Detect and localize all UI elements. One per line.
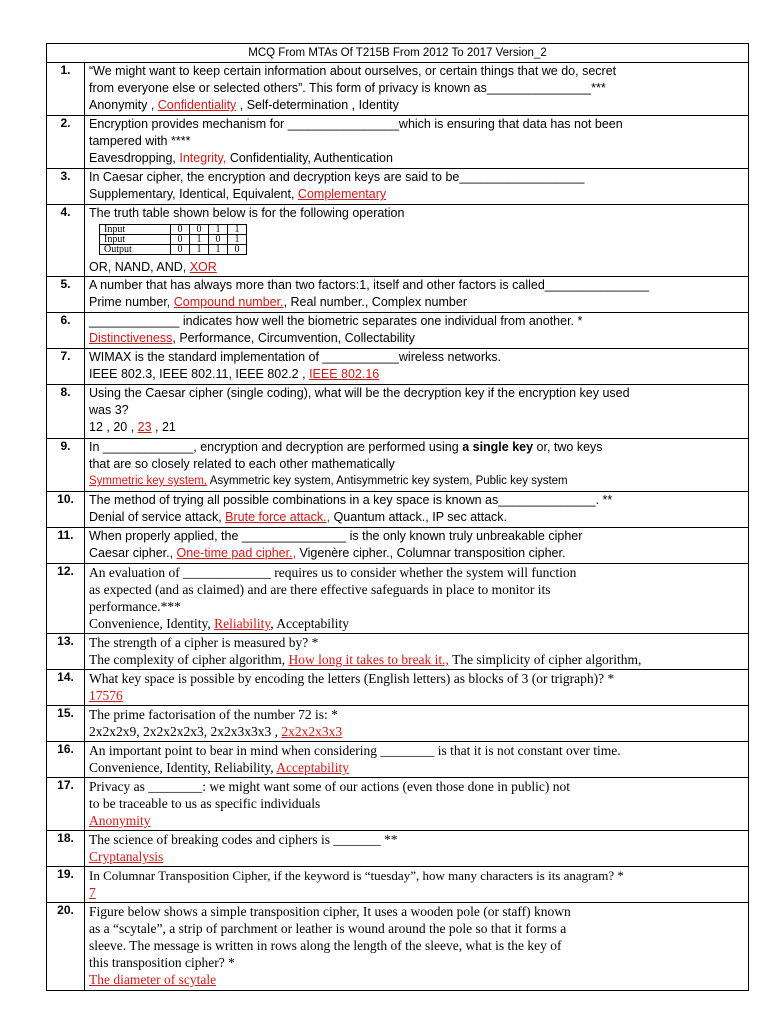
correct-answer: The diameter of scytale xyxy=(89,972,217,987)
correct-answer: Complementary xyxy=(297,187,387,201)
option-text: , Performance, Circumvention, Collectability xyxy=(172,331,415,345)
question-row-9 xyxy=(47,439,749,492)
correct-answer: 23 xyxy=(137,420,152,434)
question-row-7 xyxy=(47,349,749,385)
answer-options xyxy=(89,366,744,383)
question-body xyxy=(85,116,749,169)
question-body xyxy=(85,778,749,831)
mcq-table xyxy=(46,43,749,991)
correct-answer: How long it takes to break it., xyxy=(288,652,449,667)
question-number: 13. xyxy=(47,634,85,670)
question-number: 2. xyxy=(47,116,85,169)
question-body xyxy=(85,349,749,385)
question-text-bold: a single key xyxy=(462,440,534,454)
page-title: MCQ From MTAs Of T215B From 2012 To 2017 Version_2 xyxy=(47,44,749,63)
answer-options xyxy=(89,473,744,490)
option-text: Eavesdropping, xyxy=(89,151,180,165)
question-text: What key space is possible by encoding the letters (English letters) as blocks of 3 (or trigraph)? * xyxy=(89,671,615,686)
question-text: to be traceable to us as specific individuals xyxy=(89,796,321,811)
question-number: 3. xyxy=(47,169,85,205)
question-text: was 3? xyxy=(89,403,129,417)
question-number: 7. xyxy=(47,349,85,385)
question-text: The truth table shown below is for the following operation xyxy=(89,206,405,220)
answer-options xyxy=(89,687,744,704)
option-text: Convenience, Identity, Reliability, xyxy=(89,760,277,775)
option-text: Confidentiality, Authentication xyxy=(226,151,393,165)
question-text xyxy=(89,439,744,456)
question-number: 19. xyxy=(47,867,85,903)
question-text: The method of trying all possible combinations in a key space is known as______________. ** xyxy=(89,493,613,507)
question-body xyxy=(85,831,749,867)
mcq-sheet xyxy=(46,43,748,991)
answer-options xyxy=(89,186,744,203)
question-text: from everyone else or selected others”. This form of privacy is known as_______________*** xyxy=(89,81,606,95)
truth-table-cell: 1 xyxy=(228,225,247,235)
answer-options xyxy=(89,759,744,776)
option-text: 2x2x2x9, 2x2x2x2x3, 2x2x3x3x3 , xyxy=(89,724,282,739)
question-row-11 xyxy=(47,528,749,564)
truth-table-cell: 0 xyxy=(171,225,190,235)
answer-options xyxy=(89,848,744,865)
correct-answer: Acceptability xyxy=(276,760,349,775)
question-body xyxy=(85,385,749,439)
question-row-14 xyxy=(47,670,749,706)
truth-table-label: Input xyxy=(100,235,171,245)
answer-options xyxy=(89,545,744,562)
question-body xyxy=(85,903,749,991)
option-text: Asymmetric key system, Antisymmetric key system, Public key system xyxy=(207,475,568,487)
question-number: 10. xyxy=(47,492,85,528)
question-row-4 xyxy=(47,205,749,277)
question-row-8 xyxy=(47,385,749,439)
question-body xyxy=(85,277,749,313)
question-body xyxy=(85,313,749,349)
truth-table-cell: 1 xyxy=(228,235,247,245)
option-text: Vigenère cipher., Columnar transposition cipher. xyxy=(296,546,566,560)
correct-answer: Confidentiality xyxy=(157,98,237,112)
option-text: , 21 xyxy=(151,420,176,434)
answer-options xyxy=(89,294,744,311)
question-row-5 xyxy=(47,277,749,313)
question-row-6 xyxy=(47,313,749,349)
answer-options xyxy=(89,330,744,347)
option-text: OR, NAND, AND, xyxy=(89,260,190,274)
answer-options xyxy=(89,419,744,436)
question-text: The science of breaking codes and ciphers is _______ ** xyxy=(89,832,398,847)
correct-answer: Anonymity xyxy=(89,813,151,828)
question-text: In Columnar Transposition Cipher, if the keyword is “tuesday”, how many characters is its anagram? * xyxy=(89,868,624,883)
question-text-part: In _____________, encryption and decryption are performed using xyxy=(89,440,463,454)
question-text: Using the Caesar cipher (single coding), what will be the decryption key if the encryption key used xyxy=(89,386,630,400)
question-text: _____________ indicates how well the biometric separates one individual from another. * xyxy=(89,314,583,328)
question-body xyxy=(85,492,749,528)
correct-answer: One-time pad cipher., xyxy=(176,546,297,560)
option-text: 12 , 20 , xyxy=(89,420,138,434)
truth-table-row xyxy=(100,245,247,255)
question-text: that are so closely related to each other mathematically xyxy=(89,457,395,471)
correct-answer: IEEE 802.16 xyxy=(309,367,380,381)
answer-options xyxy=(89,812,744,829)
truth-table-label: Input xyxy=(100,225,171,235)
question-text: tampered with **** xyxy=(89,134,191,148)
option-text: Caesar cipher., xyxy=(89,546,177,560)
truth-table-row xyxy=(100,225,247,235)
question-body xyxy=(85,528,749,564)
question-body xyxy=(85,706,749,742)
correct-answer: Integrity, xyxy=(179,151,227,165)
correct-answer: 2x2x2x3x3 xyxy=(281,724,343,739)
option-text: Convenience, Identity, xyxy=(89,616,215,631)
question-number: 6. xyxy=(47,313,85,349)
question-body xyxy=(85,169,749,205)
answer-options xyxy=(89,509,744,526)
question-text: The strength of a cipher is measured by? * xyxy=(89,635,319,650)
question-text: performance.*** xyxy=(89,599,181,614)
question-text: Encryption provides mechanism for ________________which is ensuring that data has not been xyxy=(89,117,623,131)
option-text: Supplementary, Identical, Equivalent, xyxy=(89,187,298,201)
question-number: 11. xyxy=(47,528,85,564)
answer-options xyxy=(89,259,744,276)
question-text: A number that has always more than two factors:1, itself and other factors is called_______________ xyxy=(89,278,650,292)
question-row-18 xyxy=(47,831,749,867)
question-row-17 xyxy=(47,778,749,831)
question-row-16 xyxy=(47,742,749,778)
correct-answer: Brute force attack., xyxy=(225,510,331,524)
question-row-2 xyxy=(47,116,749,169)
question-number: 9. xyxy=(47,439,85,492)
question-row-12 xyxy=(47,564,749,634)
question-body xyxy=(85,564,749,634)
correct-answer: XOR xyxy=(189,260,217,274)
question-body xyxy=(85,63,749,116)
question-text: An evaluation of _____________ requires us to consider whether the system will function xyxy=(89,565,577,580)
question-number: 5. xyxy=(47,277,85,313)
question-number: 1. xyxy=(47,63,85,116)
question-text: When properly applied, the _______________ is the only known truly unbreakable cipher xyxy=(89,529,583,543)
question-text: The prime factorisation of the number 72 is: * xyxy=(89,707,338,722)
question-row-3 xyxy=(47,169,749,205)
truth-table-cell: 1 xyxy=(190,235,209,245)
question-body xyxy=(85,742,749,778)
option-text: The simplicity of cipher algorithm, xyxy=(448,652,642,667)
option-text: , Acceptability xyxy=(270,616,349,631)
option-text: Quantum attack., IP sec attack. xyxy=(330,510,508,524)
question-row-15 xyxy=(47,706,749,742)
question-row-19 xyxy=(47,867,749,903)
option-text: Anonymity , xyxy=(89,98,158,112)
truth-table-cell: 0 xyxy=(228,245,247,255)
option-text: IEEE 802.3, IEEE 802.11, IEEE 802.2 , xyxy=(89,367,310,381)
truth-table-cell: 1 xyxy=(209,225,228,235)
question-text: as a “scytale”, a strip of parchment or leather is wound around the pole so that it forms a xyxy=(89,921,567,936)
question-number: 17. xyxy=(47,778,85,831)
question-body xyxy=(85,634,749,670)
question-row-20 xyxy=(47,903,749,991)
truth-table-row xyxy=(100,235,247,245)
question-text: Figure below shows a simple transposition cipher, It uses a wooden pole (or staff) known xyxy=(89,904,571,919)
question-row-1 xyxy=(47,63,749,116)
correct-answer: Cryptanalysis xyxy=(89,849,164,864)
question-text: as expected (and as claimed) and are there effective safeguards in place to monitor its xyxy=(89,582,551,597)
correct-answer: Distinctiveness xyxy=(89,331,173,345)
question-body xyxy=(85,439,749,492)
question-number: 14. xyxy=(47,670,85,706)
question-number: 16. xyxy=(47,742,85,778)
truth-table-cell: 1 xyxy=(209,245,228,255)
answer-options xyxy=(89,97,744,114)
question-text: Privacy as ________: we might want some of our actions (even those done in public) not xyxy=(89,779,571,794)
answer-options xyxy=(89,884,744,901)
title-row xyxy=(47,44,749,63)
question-text: sleeve. The message is written in rows along the length of the sleeve, what is the key of xyxy=(89,938,562,953)
correct-answer: 7 xyxy=(89,885,96,900)
option-text: The complexity of cipher algorithm, xyxy=(89,652,289,667)
answer-options xyxy=(89,651,744,668)
answer-options xyxy=(89,150,744,167)
truth-table xyxy=(99,224,247,255)
answer-options xyxy=(89,723,744,740)
correct-answer: Compound number. xyxy=(173,295,284,309)
question-text-part: or, two keys xyxy=(533,440,603,454)
question-number: 20. xyxy=(47,903,85,991)
question-number: 12. xyxy=(47,564,85,634)
correct-answer: Reliability xyxy=(214,616,271,631)
truth-table-cell: 0 xyxy=(190,225,209,235)
correct-answer: 17576 xyxy=(89,688,123,703)
question-text: An important point to bear in mind when considering ________ is that it is not constant over time. xyxy=(89,743,621,758)
question-body xyxy=(85,205,749,277)
truth-table-cell: 1 xyxy=(190,245,209,255)
question-body xyxy=(85,867,749,903)
option-text: , Real number., Complex number xyxy=(283,295,467,309)
question-row-10 xyxy=(47,492,749,528)
option-text: Prime number, xyxy=(89,295,174,309)
question-number: 8. xyxy=(47,385,85,439)
question-text: this transposition cipher? * xyxy=(89,955,235,970)
question-number: 4. xyxy=(47,205,85,277)
truth-table-cell: 0 xyxy=(171,235,190,245)
question-number: 15. xyxy=(47,706,85,742)
truth-table-cell: 0 xyxy=(171,245,190,255)
question-number: 18. xyxy=(47,831,85,867)
answer-options xyxy=(89,971,744,988)
truth-table-cell: 0 xyxy=(209,235,228,245)
answer-options xyxy=(89,615,744,632)
question-row-13 xyxy=(47,634,749,670)
question-text: “We might want to keep certain information about ourselves, or certain things that we do, secret xyxy=(89,64,617,78)
question-body xyxy=(85,670,749,706)
option-text: , Self-determination , Identity xyxy=(236,98,399,112)
truth-table-label: Output xyxy=(100,245,171,255)
question-text: In Caesar cipher, the encryption and decryption keys are said to be__________________ xyxy=(89,170,585,184)
question-text: WIMAX is the standard implementation of ___________wireless networks. xyxy=(89,350,502,364)
option-text: Denial of service attack, xyxy=(89,510,226,524)
correct-answer: Symmetric key system, xyxy=(89,475,208,487)
